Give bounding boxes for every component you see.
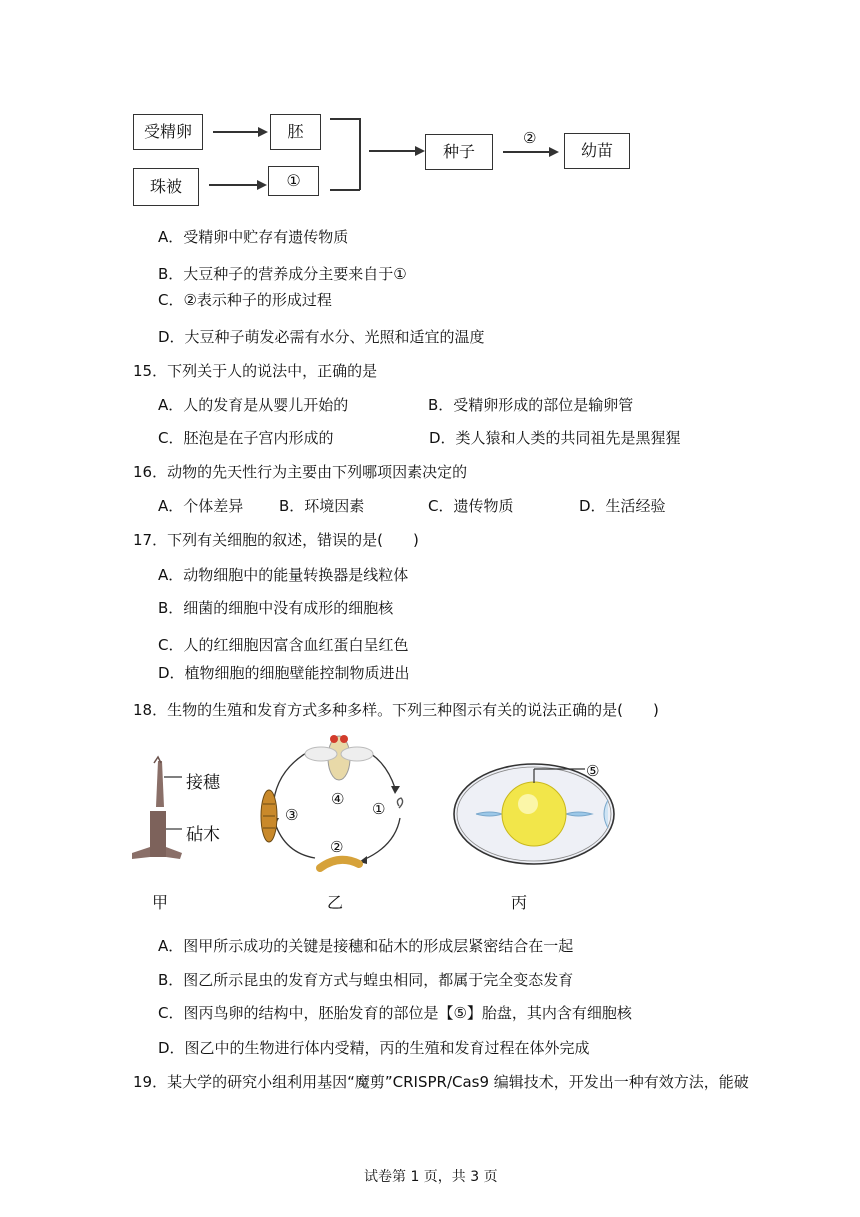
fly-wing-right <box>341 747 373 761</box>
q15-option-d: D．类人猿和人类的共同祖先是黑猩猩 <box>429 429 681 447</box>
chalaza-right <box>566 812 592 816</box>
root-left <box>132 847 150 859</box>
egg <box>397 798 402 808</box>
seed-box: 种子 <box>425 134 493 170</box>
q17-stem: 17．下列有关细胞的叙述，错误的是( ) <box>133 531 419 549</box>
yolk-highlight <box>518 794 538 814</box>
fly-eye-left <box>330 735 338 743</box>
stage-4-label: ④ <box>331 790 345 808</box>
seedling-box: 幼苗 <box>564 133 630 169</box>
page-footer: 试卷第 1 页，共 3 页 <box>364 1169 498 1185</box>
arrow-head-3 <box>415 146 425 156</box>
q18-stem: 18．生物的生殖和发育方式多种多样。下列三种图示有关的说法正确的是( ) <box>133 701 659 719</box>
q14-option-c: C．②表示种子的形成过程 <box>158 291 332 309</box>
arrow-shaft-3 <box>369 150 419 152</box>
embryo-box: 胚 <box>270 114 321 150</box>
stock-label: 砧木 <box>186 825 220 845</box>
q16-option-b: B．环境因素 <box>279 497 365 515</box>
grafting-figure <box>128 755 238 865</box>
arrow-shaft-1 <box>213 131 263 133</box>
q16-option-c: C．遗传物质 <box>428 497 514 515</box>
bracket-vertical <box>359 118 361 190</box>
q14-option-b: B．大豆种子的营养成分主要来自于① <box>158 265 407 283</box>
q15-option-c: C．胚泡是在子宫内形成的 <box>158 429 334 447</box>
q15-option-b: B．受精卵形成的部位是输卵管 <box>428 396 634 414</box>
fly-eye-right <box>340 735 348 743</box>
q18-option-b: B．图乙所示昆虫的发育方式与蝗虫相同，都属于完全变态发育 <box>158 971 574 989</box>
q19-stem: 19．某大学的研究小组利用基因“魔剪”CRISPR/Cas9 编辑技术，开发出一种有效方法，能破 <box>133 1073 749 1091</box>
q14-option-a: A．受精卵中贮存有遗传物质 <box>158 228 349 246</box>
figure-label-a: 甲 <box>152 893 169 912</box>
q16-option-a: A．个体差异 <box>158 497 244 515</box>
larva <box>320 860 359 868</box>
stage-2-label: ② <box>330 838 344 856</box>
cycle-arc-bottom-right <box>363 818 400 860</box>
q16-option-d: D．生活经验 <box>579 497 666 515</box>
q17-option-a: A．动物细胞中的能量转换器是线粒体 <box>158 566 409 584</box>
fertilized-egg-box: 受精卵 <box>133 114 203 150</box>
circle2-label: ② <box>523 129 537 147</box>
arrow-head-4 <box>549 147 559 157</box>
q17-option-b: B．细菌的细胞中没有成形的细胞核 <box>158 599 394 617</box>
stage-1-label: ① <box>372 800 386 818</box>
q18-option-a: A．图甲所示成功的关键是接穗和砧木的形成层紧密结合在一起 <box>158 937 574 955</box>
scion-bud <box>154 757 161 763</box>
q15-stem: 15．下列关于人的说法中，正确的是 <box>133 362 378 380</box>
integument-box: 珠被 <box>133 168 199 206</box>
figure-label-c: 丙 <box>511 893 528 912</box>
chalaza-left <box>476 812 502 816</box>
q17-option-c: C．人的红细胞因富含血红蛋白呈红色 <box>158 636 409 654</box>
root-right <box>166 847 182 859</box>
q15-option-a: A．人的发育是从婴儿开始的 <box>158 396 349 414</box>
circle1-box: ① <box>268 166 319 196</box>
cycle-arc-bottom-left <box>275 823 315 858</box>
yolk <box>502 782 566 846</box>
q18-option-c: C．图丙鸟卵的结构中，胚胎发育的部位是【⑤】胎盘，其内含有细胞核 <box>158 1004 632 1022</box>
q16-stem: 16．动物的先天性行为主要由下列哪项因素决定的 <box>133 463 468 481</box>
bracket-bottom <box>330 189 360 191</box>
fly-wing-left <box>305 747 337 761</box>
scion-shape <box>156 761 164 807</box>
stock-shape <box>150 811 166 857</box>
q14-option-d: D．大豆种子萌发必需有水分、光照和适宜的温度 <box>158 328 485 346</box>
arrow-shaft-4 <box>503 151 553 153</box>
arrow-head-1 <box>258 127 268 137</box>
germinal-disc-label: ⑤ <box>586 762 600 780</box>
scion-label: 接穗 <box>186 773 220 793</box>
q17-option-d: D．植物细胞的细胞壁能控制物质进出 <box>158 664 410 682</box>
arrowhead-down-right <box>391 786 400 794</box>
q18-option-d: D．图乙中的生物进行体内受精，丙的生殖和发育过程在体外完成 <box>158 1039 590 1057</box>
arrow-head-2 <box>257 180 267 190</box>
arrow-shaft-2 <box>209 184 262 186</box>
bracket-top <box>330 118 360 120</box>
figure-label-b: 乙 <box>327 893 344 912</box>
stage-3-label: ③ <box>285 806 299 824</box>
